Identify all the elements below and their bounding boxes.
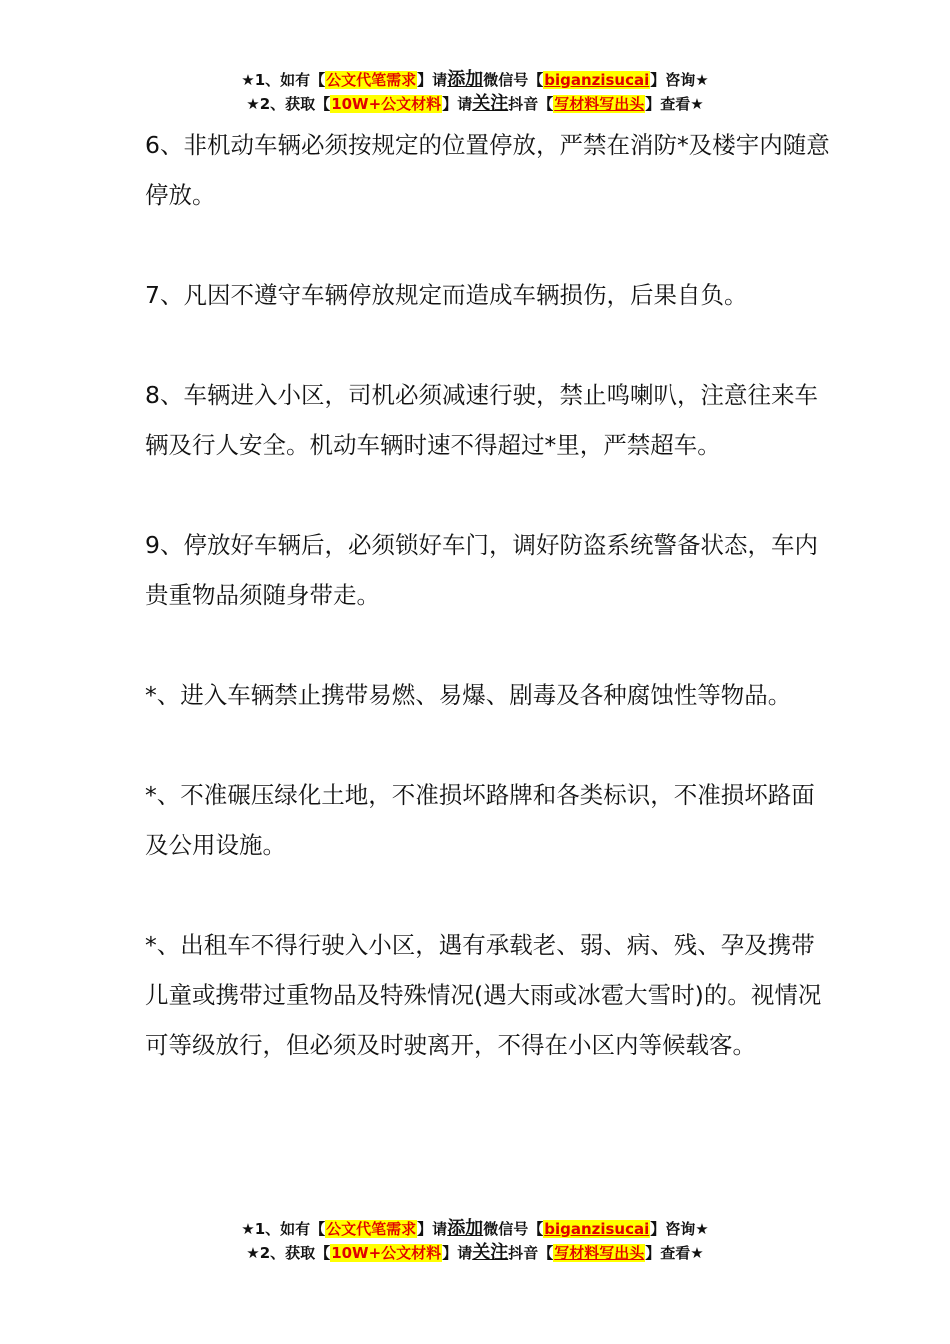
text: 】请 xyxy=(442,1244,473,1262)
emphasis: 添加 xyxy=(447,1218,484,1239)
paragraph: 8、车辆进入小区，司机必须减速行驶，禁止鸣喇叭，注意往来车辆及行人安全。机动车辆时速不得超过*里，严禁超车。 xyxy=(145,381,818,459)
text: ★2、获取【 xyxy=(246,1244,331,1262)
text: 】查看★ xyxy=(645,1244,704,1262)
emphasis: 添加 xyxy=(447,69,484,90)
highlight: 公文代笔需求 xyxy=(326,1220,417,1238)
wechat-id: biganzisucai xyxy=(544,1220,650,1238)
text: 抖音【 xyxy=(508,95,554,113)
paragraph: *、进入车辆禁止携带易燃、易爆、剧毒及各种腐蚀性等物品。 xyxy=(145,681,792,709)
promo-line-1 xyxy=(0,68,950,92)
text: 】请 xyxy=(417,71,448,89)
text: 微信号【 xyxy=(483,1220,544,1238)
text: 微信号【 xyxy=(483,71,544,89)
text: ★2、获取【 xyxy=(246,95,331,113)
highlight: 10W+公文材料 xyxy=(331,1244,442,1262)
promo-line-1 xyxy=(0,1217,950,1241)
promo-banner-top xyxy=(0,68,950,116)
text: ★1、如有【 xyxy=(241,1220,326,1238)
promo-line-2 xyxy=(0,92,950,116)
text: 】查看★ xyxy=(645,95,704,113)
highlight: 公文代笔需求 xyxy=(326,71,417,89)
wechat-id: biganzisucai xyxy=(544,71,650,89)
document-body xyxy=(145,120,835,1120)
text: 】咨询★ xyxy=(650,71,709,89)
highlight: 10W+公文材料 xyxy=(331,95,442,113)
douyin-id: 写材料写出头 xyxy=(554,1244,645,1262)
promo-banner-bottom xyxy=(0,1217,950,1265)
text: 抖音【 xyxy=(508,1244,554,1262)
promo-line-2 xyxy=(0,1241,950,1265)
text: 】请 xyxy=(442,95,473,113)
paragraph: *、不准碾压绿化土地，不准损坏路牌和各类标识，不准损坏路面及公用设施。 xyxy=(145,781,815,859)
paragraph: 7、凡因不遵守车辆停放规定而造成车辆损伤，后果自负。 xyxy=(145,281,748,309)
text: 】请 xyxy=(417,1220,448,1238)
emphasis: 关注 xyxy=(472,93,509,114)
text: ★1、如有【 xyxy=(241,71,326,89)
paragraph: 6、非机动车辆必须按规定的位置停放，严禁在消防*及楼宇内随意停放。 xyxy=(145,131,830,209)
paragraph: 9、停放好车辆后，必须锁好车门，调好防盗系统警备状态，车内贵重物品须随身带走。 xyxy=(145,531,818,609)
emphasis: 关注 xyxy=(472,1242,509,1263)
douyin-id: 写材料写出头 xyxy=(554,95,645,113)
paragraph: *、出租车不得行驶入小区，遇有承载老、弱、病、残、孕及携带儿童或携带过重物品及特殊情况(遇大雨或冰雹大雪时)的。视情况可等级放行，但必须及时驶离开，不得在小区内等候载客。 xyxy=(145,931,822,1059)
text: 】咨询★ xyxy=(650,1220,709,1238)
